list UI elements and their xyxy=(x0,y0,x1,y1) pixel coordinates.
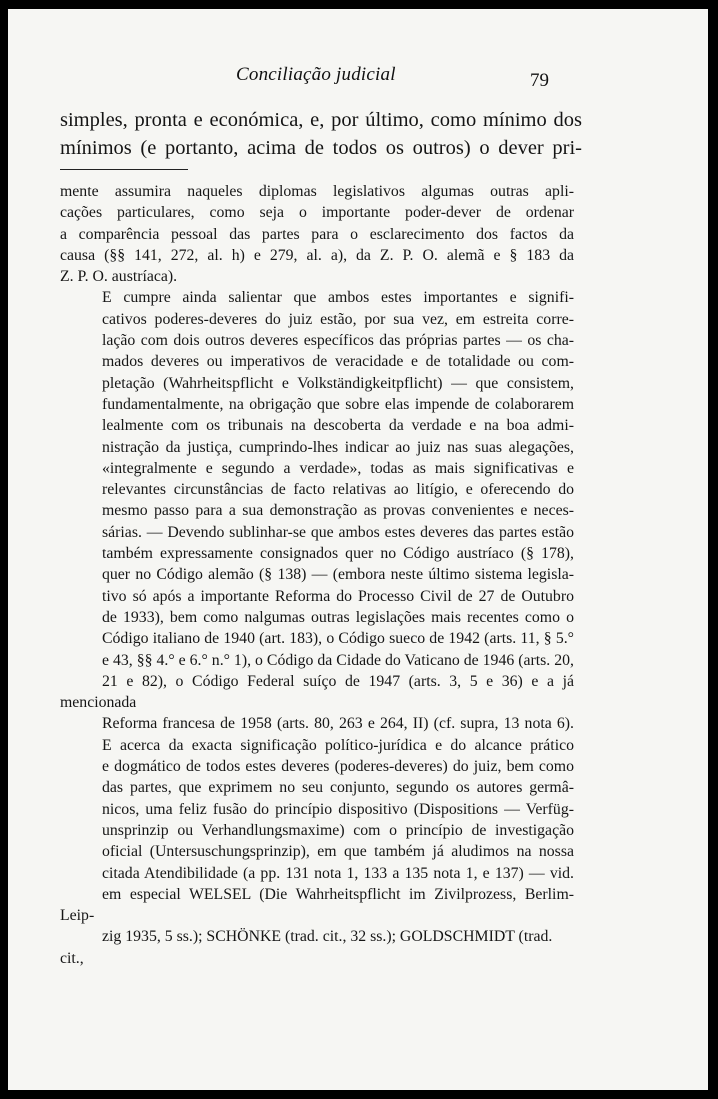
page-number: 79 xyxy=(530,70,549,91)
text-line: unsprinzip ou Verhandlungsmaxime) com o princípio de investigação xyxy=(102,821,574,839)
text-line: citada Atendibilidade (a pp. 131 nota 1, 133 a 135 nota 1, e 137) — vid. xyxy=(102,864,574,882)
text-line: «integralmente e segundo a verdade», todas as mais significativas e xyxy=(102,459,574,477)
book-page xyxy=(8,9,708,1090)
main-text xyxy=(60,106,582,162)
text-line: Z. P. O. austríaca). xyxy=(60,268,178,286)
text-line: pletação (Wahrheitspflicht e Volkständigkeitpflicht) — que consistem, xyxy=(102,374,574,392)
text-line: relevantes circunstâncias de facto relativas ao litígio, e oferecendo do xyxy=(102,481,574,499)
text-line: lealmente com os tribunais na descoberta da verdade e na boa admi- xyxy=(102,417,574,435)
text-line: E acerca da exacta significação político-jurídica e do alcance prático xyxy=(102,736,574,754)
text-line: sárias. — Devendo sublinhar-se que ambos estes deveres das partes estão xyxy=(102,523,574,541)
text-line: Reforma francesa de 1958 (arts. 80, 263 e 264, II) (cf. supra, 13 nota 6). xyxy=(102,715,574,733)
text-line: quer no Código alemão (§ 138) — (embora neste último sistema legisla- xyxy=(102,566,574,584)
text-line: nicos, uma feliz fusão do princípio dispositivo (Dispositions — Verfüg- xyxy=(102,800,574,818)
text-line: a comparência pessoal das partes para o esclarecimento dos factos da xyxy=(60,225,574,243)
text-line: das partes, que exprimem no seu conjunto, segundo os autores germâ- xyxy=(102,779,574,797)
text-line: e dogmático de todos estes deveres (poderes-deveres) do juiz, bem como xyxy=(102,758,574,776)
text-line: causa (§§ 141, 272, al. h) e 279, al. a), da Z. P. O. alemã e § 183 da xyxy=(60,246,574,264)
text-line: Código italiano de 1940 (art. 183), o Código sueco de 1942 (arts. 11, § 5.° xyxy=(102,630,574,648)
text-line: mínimos (e portanto, acima de todos os outros) o dever pri- xyxy=(60,137,582,159)
text-line: mente assumira naqueles diplomas legislativos algumas outras apli- xyxy=(60,183,574,200)
text-line: fundamentalmente, na obrigação que sobre elas impende de colaborarem xyxy=(102,395,574,413)
text-line: mados deveres ou imperativos de veracidade e de totalidade ou com- xyxy=(102,353,574,371)
footnote xyxy=(60,181,574,969)
text-line: cativos poderes-deveres do juiz estão, por sua vez, em estreita corre- xyxy=(102,310,574,328)
running-title: Conciliação judicial xyxy=(236,64,396,85)
text-line: oficial (Untersuschungsprinzip), em que também já aludimos na nossa xyxy=(102,843,574,861)
text-line: lação com dois outros deveres específicos das próprias partes — os cha- xyxy=(102,332,574,350)
text-line: em especial WELSEL (Die Wahrheitspflicht im Zivilprozess, Berlim-Leip- xyxy=(60,885,574,925)
text-line: simples, pronta e económica, e, por último, como mínimo dos xyxy=(60,109,582,131)
text-line: e 43, §§ 4.° e 6.° n.° 1), o Código da Cidade do Vaticano de 1946 (arts. 20, xyxy=(102,651,574,669)
text-line: tivo só após a importante Reforma do Processo Civil de 27 de Outubro xyxy=(102,587,574,605)
text-line: mesmo passo para a sua demonstração as provas convenientes e neces- xyxy=(102,502,574,520)
footnote-paragraph xyxy=(60,287,574,969)
text-line: de 1933), bem como nalgumas outras legislações mais recentes como o xyxy=(102,608,574,626)
text-line: nistração da justiça, cumprindo-lhes indicar ao juiz nas suas alegações, xyxy=(102,438,574,456)
text-line: E cumpre ainda salientar que ambos estes importantes e signifi- xyxy=(102,289,574,307)
footnote-separator xyxy=(60,169,188,170)
page-header xyxy=(8,64,708,94)
text-line: também expressamente consignados quer no Código austríaco (§ 178), xyxy=(102,545,574,563)
text-line: zig 1935, 5 ss.); SCHÖNKE (trad. cit., 32 ss.); GOLDSCHMIDT (trad. cit., xyxy=(60,928,553,967)
text-line: cações particulares, como seja o importante poder-dever de ordenar xyxy=(60,204,574,222)
main-paragraph xyxy=(60,106,582,162)
footnote-paragraph xyxy=(60,181,574,287)
text-line: 21 e 82), o Código Federal suíço de 1947 (arts. 3, 5 e 36) e a já mencionada xyxy=(60,672,574,712)
